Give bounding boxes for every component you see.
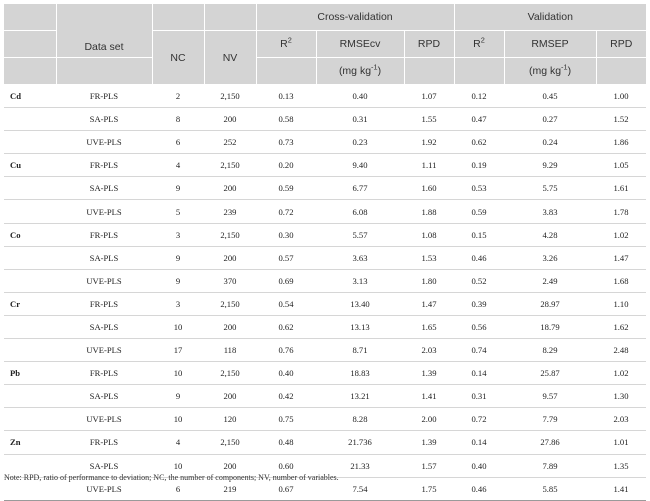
table-note: Note: RPD, ratio of performance to deviation; NC, the number of components; NV, number of variables. bbox=[4, 473, 339, 482]
cell-nv: 252 bbox=[204, 131, 256, 154]
cell-v-r2: 0.14 bbox=[454, 362, 504, 385]
header-v-rpd: RPD bbox=[596, 31, 646, 58]
table-row bbox=[4, 431, 646, 454]
cell-nc: 17 bbox=[152, 339, 204, 362]
cell-cv-rpd: 1.75 bbox=[404, 477, 454, 500]
cell-nc: 4 bbox=[152, 431, 204, 454]
cell-cv-rmse: 8.71 bbox=[316, 339, 404, 362]
cell-v-rpd: 1.61 bbox=[596, 177, 646, 200]
unit-prefix: (mg kg bbox=[528, 65, 562, 77]
cell-v-rmse: 4.28 bbox=[504, 223, 596, 246]
r2-label: R bbox=[280, 38, 288, 50]
cell-cv-rpd: 1.55 bbox=[404, 108, 454, 131]
table-row bbox=[4, 385, 646, 408]
cell-cv-r2: 0.73 bbox=[256, 131, 316, 154]
table-row bbox=[4, 315, 646, 338]
cell-v-rmse: 3.83 bbox=[504, 200, 596, 223]
cell-cv-rmse: 6.08 bbox=[316, 200, 404, 223]
cell-v-rmse: 3.26 bbox=[504, 246, 596, 269]
cell-v-r2: 0.14 bbox=[454, 431, 504, 454]
cell-nc: 10 bbox=[152, 362, 204, 385]
cell-cv-rpd: 1.47 bbox=[404, 292, 454, 315]
cell-metal: Cd bbox=[4, 85, 56, 108]
cell-v-r2: 0.74 bbox=[454, 339, 504, 362]
header-blank-cell bbox=[596, 58, 646, 85]
table-row bbox=[4, 362, 646, 385]
cell-cv-rmse: 8.28 bbox=[316, 408, 404, 431]
unit-sup: -1 bbox=[371, 62, 378, 72]
cell-nv: 200 bbox=[204, 315, 256, 338]
cell-cv-rmse: 0.40 bbox=[316, 85, 404, 108]
cell-cv-rpd: 2.03 bbox=[404, 339, 454, 362]
cell-method: SA-PLS bbox=[56, 385, 152, 408]
cell-nv: 370 bbox=[204, 269, 256, 292]
cell-metal bbox=[4, 200, 56, 223]
cell-nc: 9 bbox=[152, 385, 204, 408]
cell-v-r2: 0.40 bbox=[454, 454, 504, 477]
results-table bbox=[4, 4, 646, 501]
cell-metal bbox=[4, 385, 56, 408]
cell-cv-r2: 0.30 bbox=[256, 223, 316, 246]
cell-v-r2: 0.72 bbox=[454, 408, 504, 431]
cell-cv-rmse: 13.40 bbox=[316, 292, 404, 315]
cell-v-r2: 0.62 bbox=[454, 131, 504, 154]
table-row bbox=[4, 339, 646, 362]
cell-nv: 219 bbox=[204, 477, 256, 500]
header-cv-rpd: RPD bbox=[404, 31, 454, 58]
cell-cv-r2: 0.57 bbox=[256, 246, 316, 269]
cell-nc: 4 bbox=[152, 154, 204, 177]
cell-nv: 118 bbox=[204, 339, 256, 362]
cell-v-r2: 0.47 bbox=[454, 108, 504, 131]
cell-v-r2: 0.56 bbox=[454, 315, 504, 338]
cell-method: UVE-PLS bbox=[56, 200, 152, 223]
cell-cv-r2: 0.13 bbox=[256, 85, 316, 108]
cell-nv: 200 bbox=[204, 454, 256, 477]
r2-sup: 2 bbox=[287, 35, 292, 45]
cell-nv: 2,150 bbox=[204, 362, 256, 385]
cell-method: FR-PLS bbox=[56, 431, 152, 454]
table-row bbox=[4, 131, 646, 154]
cell-method: UVE-PLS bbox=[56, 408, 152, 431]
cell-cv-rmse: 9.40 bbox=[316, 154, 404, 177]
table-body bbox=[4, 85, 646, 501]
cell-nc: 6 bbox=[152, 477, 204, 500]
cell-cv-rpd: 1.41 bbox=[404, 385, 454, 408]
header-blank-cell bbox=[256, 58, 316, 85]
cell-v-r2: 0.59 bbox=[454, 200, 504, 223]
cell-v-r2: 0.46 bbox=[454, 477, 504, 500]
cell-v-r2: 0.39 bbox=[454, 292, 504, 315]
cell-nv: 200 bbox=[204, 246, 256, 269]
cell-v-rpd: 1.41 bbox=[596, 477, 646, 500]
table-row bbox=[4, 108, 646, 131]
cell-method: FR-PLS bbox=[56, 362, 152, 385]
cell-method: SA-PLS bbox=[56, 246, 152, 269]
cell-method: UVE-PLS bbox=[56, 477, 152, 500]
cell-metal: Cr bbox=[4, 292, 56, 315]
cell-v-rpd: 1.52 bbox=[596, 108, 646, 131]
cell-nv: 200 bbox=[204, 108, 256, 131]
cell-cv-rmse: 3.13 bbox=[316, 269, 404, 292]
r2-label: R bbox=[473, 38, 481, 50]
cell-nv: 120 bbox=[204, 408, 256, 431]
cell-v-rpd: 1.68 bbox=[596, 269, 646, 292]
cell-v-rmse: 7.79 bbox=[504, 408, 596, 431]
table-header bbox=[4, 4, 646, 85]
cell-v-rmse: 0.45 bbox=[504, 85, 596, 108]
table-row bbox=[4, 154, 646, 177]
cell-v-rpd: 1.01 bbox=[596, 431, 646, 454]
header-blank-cell bbox=[454, 58, 504, 85]
cell-cv-r2: 0.58 bbox=[256, 108, 316, 131]
cell-nv: 2,150 bbox=[204, 154, 256, 177]
cell-cv-rmse: 0.31 bbox=[316, 108, 404, 131]
unit-suffix: ) bbox=[377, 65, 382, 77]
cell-v-rpd: 1.47 bbox=[596, 246, 646, 269]
cell-cv-rmse: 13.21 bbox=[316, 385, 404, 408]
header-cv-unit bbox=[316, 58, 404, 85]
cell-metal bbox=[4, 339, 56, 362]
cell-nv: 2,150 bbox=[204, 431, 256, 454]
cell-cv-r2: 0.48 bbox=[256, 431, 316, 454]
cell-v-rmse: 8.29 bbox=[504, 339, 596, 362]
header-blank-cell bbox=[4, 58, 56, 85]
cell-nv: 200 bbox=[204, 177, 256, 200]
cell-nv: 239 bbox=[204, 200, 256, 223]
cell-v-rmse: 7.89 bbox=[504, 454, 596, 477]
cell-cv-rmse: 13.13 bbox=[316, 315, 404, 338]
cell-v-rmse: 9.29 bbox=[504, 154, 596, 177]
header-nc-spacer bbox=[152, 4, 204, 31]
cell-nc: 6 bbox=[152, 131, 204, 154]
cell-method: SA-PLS bbox=[56, 177, 152, 200]
cell-nc: 9 bbox=[152, 177, 204, 200]
cell-v-rpd: 1.02 bbox=[596, 362, 646, 385]
cell-cv-r2: 0.54 bbox=[256, 292, 316, 315]
cell-v-r2: 0.46 bbox=[454, 246, 504, 269]
cell-cv-rpd: 1.92 bbox=[404, 131, 454, 154]
cell-nc: 8 bbox=[152, 108, 204, 131]
cell-v-rmse: 0.24 bbox=[504, 131, 596, 154]
cell-metal: Pb bbox=[4, 362, 56, 385]
table-row bbox=[4, 200, 646, 223]
table-row bbox=[4, 408, 646, 431]
header-blank-cell bbox=[4, 31, 56, 58]
cell-v-rmse: 27.86 bbox=[504, 431, 596, 454]
cell-v-rmse: 5.75 bbox=[504, 177, 596, 200]
cell-cv-r2: 0.76 bbox=[256, 339, 316, 362]
cell-v-rmse: 0.27 bbox=[504, 108, 596, 131]
cell-v-rmse: 28.97 bbox=[504, 292, 596, 315]
cell-cv-rpd: 1.39 bbox=[404, 362, 454, 385]
table-row bbox=[4, 223, 646, 246]
header-v-unit bbox=[504, 58, 596, 85]
cell-v-rpd: 2.03 bbox=[596, 408, 646, 431]
cell-v-rpd: 2.48 bbox=[596, 339, 646, 362]
cell-cv-rpd: 1.07 bbox=[404, 85, 454, 108]
header-nc: NC bbox=[152, 31, 204, 85]
unit-suffix: ) bbox=[567, 65, 572, 77]
cell-method: UVE-PLS bbox=[56, 131, 152, 154]
cell-method: UVE-PLS bbox=[56, 269, 152, 292]
cell-cv-r2: 0.60 bbox=[256, 454, 316, 477]
cell-cv-r2: 0.59 bbox=[256, 177, 316, 200]
table-row bbox=[4, 292, 646, 315]
cell-cv-r2: 0.42 bbox=[256, 385, 316, 408]
header-v-r2 bbox=[454, 31, 504, 58]
cell-v-r2: 0.53 bbox=[454, 177, 504, 200]
header-rmsep: RMSEP bbox=[504, 31, 596, 58]
table-row bbox=[4, 85, 646, 108]
cell-nc: 5 bbox=[152, 200, 204, 223]
cell-cv-rmse: 6.77 bbox=[316, 177, 404, 200]
cell-cv-rmse: 21.33 bbox=[316, 454, 404, 477]
cell-nc: 3 bbox=[152, 292, 204, 315]
cell-metal bbox=[4, 108, 56, 131]
table-row bbox=[4, 177, 646, 200]
header-cv-r2 bbox=[256, 31, 316, 58]
cell-metal bbox=[4, 131, 56, 154]
cell-v-rmse: 18.79 bbox=[504, 315, 596, 338]
cell-metal bbox=[4, 246, 56, 269]
cell-nc: 10 bbox=[152, 454, 204, 477]
cell-cv-rmse: 21.736 bbox=[316, 431, 404, 454]
cell-metal bbox=[4, 408, 56, 431]
cell-cv-rpd: 1.08 bbox=[404, 223, 454, 246]
cell-method: FR-PLS bbox=[56, 154, 152, 177]
cell-v-rpd: 1.86 bbox=[596, 131, 646, 154]
cell-cv-rpd: 2.00 bbox=[404, 408, 454, 431]
cell-v-r2: 0.12 bbox=[454, 85, 504, 108]
results-table-container bbox=[4, 4, 646, 501]
cell-cv-r2: 0.62 bbox=[256, 315, 316, 338]
cell-method: SA-PLS bbox=[56, 454, 152, 477]
cell-nc: 3 bbox=[152, 223, 204, 246]
cell-metal: Cu bbox=[4, 154, 56, 177]
cell-cv-rpd: 1.80 bbox=[404, 269, 454, 292]
cell-cv-rpd: 1.39 bbox=[404, 431, 454, 454]
cell-nc: 9 bbox=[152, 269, 204, 292]
cell-method: FR-PLS bbox=[56, 223, 152, 246]
cell-method: SA-PLS bbox=[56, 315, 152, 338]
table-row bbox=[4, 269, 646, 292]
header-rmsecv: RMSEcv bbox=[316, 31, 404, 58]
cell-v-rpd: 1.78 bbox=[596, 200, 646, 223]
cell-v-r2: 0.31 bbox=[454, 385, 504, 408]
table-row bbox=[4, 246, 646, 269]
cell-nc: 10 bbox=[152, 315, 204, 338]
cell-v-r2: 0.19 bbox=[454, 154, 504, 177]
cell-v-rmse: 9.57 bbox=[504, 385, 596, 408]
cell-metal bbox=[4, 269, 56, 292]
cell-method: FR-PLS bbox=[56, 85, 152, 108]
cell-metal: Co bbox=[4, 223, 56, 246]
cell-method: UVE-PLS bbox=[56, 339, 152, 362]
cell-cv-rpd: 1.11 bbox=[404, 154, 454, 177]
cell-cv-rmse: 5.57 bbox=[316, 223, 404, 246]
header-nv: NV bbox=[204, 31, 256, 85]
cell-cv-rmse: 18.83 bbox=[316, 362, 404, 385]
cell-nv: 200 bbox=[204, 385, 256, 408]
cell-v-rpd: 1.02 bbox=[596, 223, 646, 246]
cell-nv: 2,150 bbox=[204, 85, 256, 108]
header-blank-cell bbox=[4, 4, 56, 31]
cell-nc: 9 bbox=[152, 246, 204, 269]
cell-v-rpd: 1.10 bbox=[596, 292, 646, 315]
cell-v-rmse: 2.49 bbox=[504, 269, 596, 292]
cell-v-rpd: 1.35 bbox=[596, 454, 646, 477]
cell-v-r2: 0.15 bbox=[454, 223, 504, 246]
cell-cv-r2: 0.72 bbox=[256, 200, 316, 223]
cell-nc: 10 bbox=[152, 408, 204, 431]
cell-cv-r2: 0.40 bbox=[256, 362, 316, 385]
cell-nv: 2,150 bbox=[204, 292, 256, 315]
cell-cv-r2: 0.69 bbox=[256, 269, 316, 292]
cell-metal bbox=[4, 315, 56, 338]
cell-v-r2: 0.52 bbox=[454, 269, 504, 292]
cell-v-rpd: 1.05 bbox=[596, 154, 646, 177]
header-blank-cell bbox=[404, 58, 454, 85]
cell-method: SA-PLS bbox=[56, 108, 152, 131]
cell-nv: 2,150 bbox=[204, 223, 256, 246]
cell-cv-rmse: 7.54 bbox=[316, 477, 404, 500]
header-validation: Validation bbox=[454, 4, 646, 31]
cell-method: FR-PLS bbox=[56, 292, 152, 315]
header-nv-spacer bbox=[204, 4, 256, 31]
cell-cv-rmse: 3.63 bbox=[316, 246, 404, 269]
unit-sup: -1 bbox=[561, 62, 568, 72]
cell-cv-rpd: 1.57 bbox=[404, 454, 454, 477]
cell-cv-r2: 0.20 bbox=[256, 154, 316, 177]
cell-cv-rmse: 0.23 bbox=[316, 131, 404, 154]
cell-cv-rpd: 1.65 bbox=[404, 315, 454, 338]
header-data-set: Data set bbox=[56, 4, 152, 58]
cell-cv-rpd: 1.60 bbox=[404, 177, 454, 200]
cell-metal bbox=[4, 177, 56, 200]
cell-cv-rpd: 1.53 bbox=[404, 246, 454, 269]
header-blank-cell bbox=[56, 58, 152, 85]
r2-sup: 2 bbox=[480, 35, 485, 45]
cell-v-rpd: 1.30 bbox=[596, 385, 646, 408]
cell-v-rpd: 1.00 bbox=[596, 85, 646, 108]
cell-cv-rpd: 1.88 bbox=[404, 200, 454, 223]
header-cross-validation: Cross-validation bbox=[256, 4, 454, 31]
cell-v-rmse: 5.85 bbox=[504, 477, 596, 500]
cell-cv-r2: 0.67 bbox=[256, 477, 316, 500]
cell-cv-r2: 0.75 bbox=[256, 408, 316, 431]
cell-metal: Zn bbox=[4, 431, 56, 454]
cell-v-rmse: 25.87 bbox=[504, 362, 596, 385]
cell-v-rpd: 1.62 bbox=[596, 315, 646, 338]
cell-nc: 2 bbox=[152, 85, 204, 108]
unit-prefix: (mg kg bbox=[338, 65, 372, 77]
